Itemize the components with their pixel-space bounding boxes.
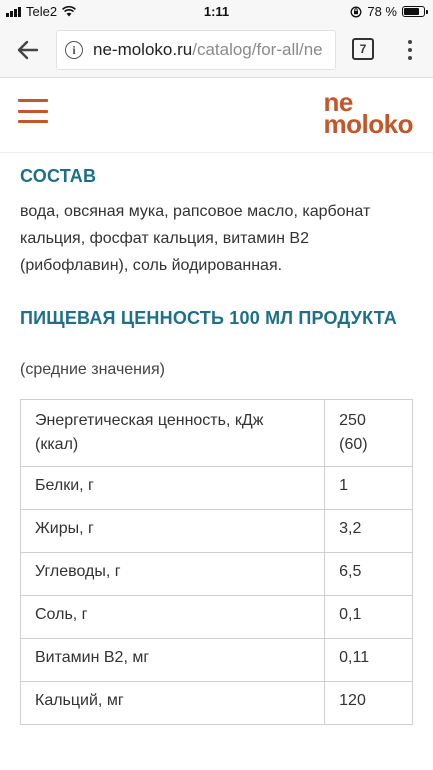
nutrient-value: 1 [325, 467, 413, 510]
hamburger-menu-icon[interactable] [18, 99, 48, 123]
tabs-button[interactable]: 7 [352, 38, 374, 60]
back-button[interactable] [14, 36, 42, 64]
nutrient-name: Витамин В2, мг [21, 639, 325, 682]
nutrition-table [20, 399, 413, 725]
table-row [21, 553, 413, 596]
nutrient-value: 3,2 [325, 510, 413, 553]
logo-line-2: moloko [323, 109, 413, 139]
site-header [0, 79, 433, 153]
nutrition-title: ПИЩЕВАЯ ЦЕННОСТЬ 100 МЛ ПРОДУКТА [20, 308, 397, 328]
carrier-name: Tele2 [26, 4, 58, 19]
composition-title: СОСТАВ [20, 166, 97, 186]
nutrient-value: 250 (60) [325, 400, 413, 467]
browser-toolbar [0, 22, 433, 78]
table-row [21, 596, 413, 639]
nutrient-name: Кальций, мг [21, 682, 325, 725]
battery-percent: 78 % [367, 4, 397, 19]
nutrient-name: Белки, г [21, 467, 325, 510]
info-icon[interactable]: i [65, 41, 83, 59]
brand-logo[interactable] [323, 87, 413, 139]
table-row [21, 639, 413, 682]
nutrient-name: Углеводы, г [21, 553, 325, 596]
status-right [350, 4, 425, 19]
table-row [21, 467, 413, 510]
nutrient-value: 120 [325, 682, 413, 725]
more-vertical-icon[interactable] [400, 36, 420, 64]
table-row [21, 682, 413, 725]
nutrient-name: Энергетическая ценность, кДж (ккал) [21, 400, 325, 467]
battery-icon [402, 6, 425, 17]
nutrition-subtitle: (средние значения) [20, 361, 165, 378]
back-arrow-icon [17, 40, 39, 60]
table-row [21, 510, 413, 553]
nutrient-name: Жиры, г [21, 510, 325, 553]
nutrient-name: Соль, г [21, 596, 325, 639]
status-time: 1:11 [203, 4, 230, 19]
url-text[interactable] [93, 40, 323, 60]
composition-text: вода, овсяная мука, рапсовое масло, карбонат кальция, фосфат кальция, витамин В2 (рибофлавин), соль йодированная. [20, 203, 371, 274]
table-row [21, 400, 413, 467]
rotation-lock-icon [350, 6, 362, 18]
url-path: /catalog/for-all/ne [192, 40, 323, 59]
nutrient-value: 0,1 [325, 596, 413, 639]
url-domain: ne-moloko.ru [93, 40, 193, 59]
nutrient-value: 0,11 [325, 639, 413, 682]
status-bar [0, 0, 433, 22]
logo-line-1: ne [323, 87, 353, 117]
nutrient-value: 6,5 [325, 553, 413, 596]
address-bar[interactable] [56, 30, 336, 70]
